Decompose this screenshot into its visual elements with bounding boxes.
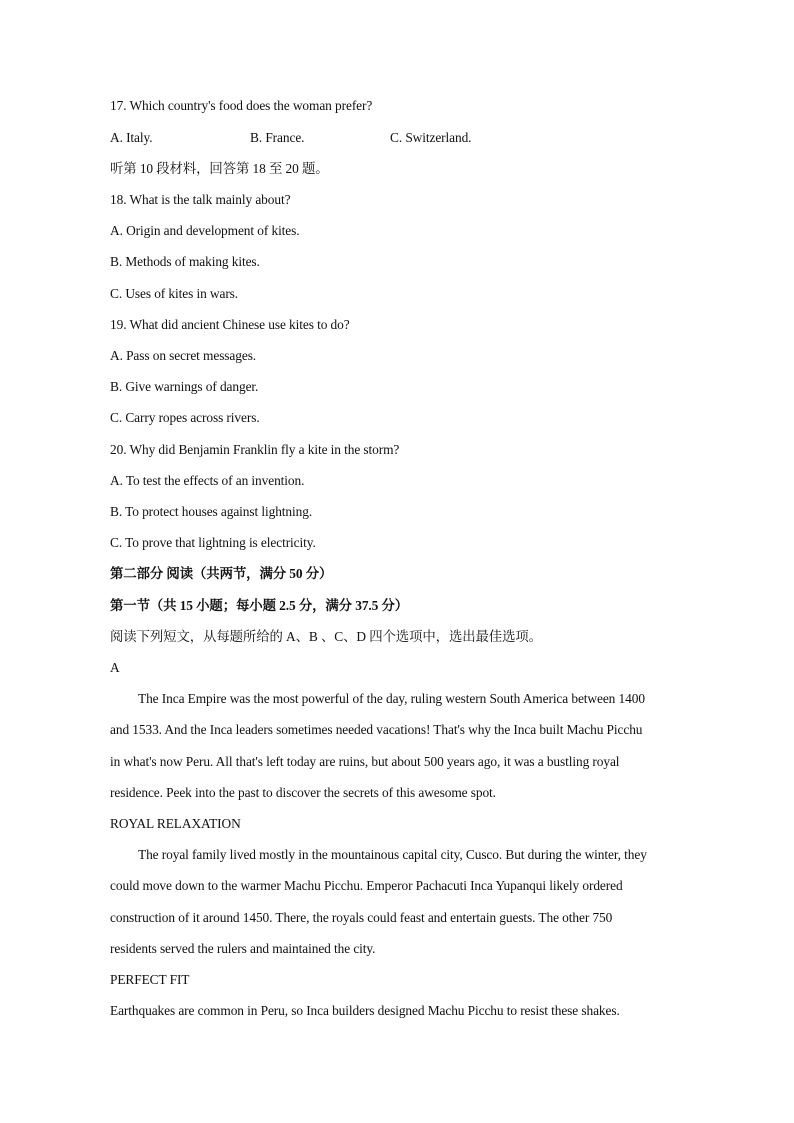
paragraph-line: in what's now Peru. All that's left today are ruins, but about 500 years ago, it was a bustling royal xyxy=(110,754,620,769)
paragraph-line: Earthquakes are common in Peru, so Inca builders designed Machu Picchu to resist these shakes. xyxy=(110,1003,620,1018)
part-2-heading: 第二部分 阅读（共两节，满分 50 分） xyxy=(110,566,333,581)
question-20: 20. Why did Benjamin Franklin fly a kite in the storm? xyxy=(110,442,400,457)
option-c: C. Uses of kites in wars. xyxy=(110,286,239,301)
paragraph-line: residents served the rulers and maintained the city. xyxy=(110,941,376,956)
question-18: 18. What is the talk mainly about? xyxy=(110,192,291,207)
section-10-instruction: 听第 10 段材料，回答第 18 至 20 题。 xyxy=(110,161,329,176)
paragraph-line: could move down to the warmer Machu Picchu. Emperor Pachacuti Inca Yupanqui likely ordered xyxy=(110,878,623,893)
paragraph-line: The Inca Empire was the most powerful of the day, ruling western South America between 1400 xyxy=(138,691,645,706)
option-b: B. France. xyxy=(250,130,305,145)
option-a: A. Pass on secret messages. xyxy=(110,348,257,363)
section-heading-royal-relaxation: ROYAL RELAXATION xyxy=(110,816,241,831)
question-19: 19. What did ancient Chinese use kites to do? xyxy=(110,317,350,332)
option-c: C. To prove that lightning is electricity. xyxy=(110,535,316,550)
option-a: A. Origin and development of kites. xyxy=(110,223,300,238)
option-c: C. Switzerland. xyxy=(390,130,472,145)
question-17-options xyxy=(110,128,690,148)
section-heading-perfect-fit: PERFECT FIT xyxy=(110,972,190,987)
passage-label: A xyxy=(110,660,120,675)
option-b: B. To protect houses against lightning. xyxy=(110,504,313,519)
paragraph-line: construction of it around 1450. There, the royals could feast and entertain guests. The other 750 xyxy=(110,910,613,925)
option-b: B. Give warnings of danger. xyxy=(110,379,259,394)
question-17: 17. Which country's food does the woman prefer? xyxy=(110,98,373,113)
reading-instruction: 阅读下列短文，从每题所给的 A、B 、C、D 四个选项中，选出最佳选项。 xyxy=(110,629,542,644)
option-c: C. Carry ropes across rivers. xyxy=(110,410,260,425)
option-a: A. To test the effects of an invention. xyxy=(110,473,305,488)
paragraph-line: residence. Peek into the past to discover the secrets of this awesome spot. xyxy=(110,785,496,800)
paragraph-line: and 1533. And the Inca leaders sometimes needed vacations! That's why the Inca built Machu Picchu xyxy=(110,722,643,737)
option-b: B. Methods of making kites. xyxy=(110,254,260,269)
option-a: A. Italy. xyxy=(110,130,153,145)
paragraph-line: The royal family lived mostly in the mountainous capital city, Cusco. But during the winter, they xyxy=(138,847,647,862)
section-1-heading: 第一节（共 15 小题；每小题 2.5 分，满分 37.5 分） xyxy=(110,598,409,613)
